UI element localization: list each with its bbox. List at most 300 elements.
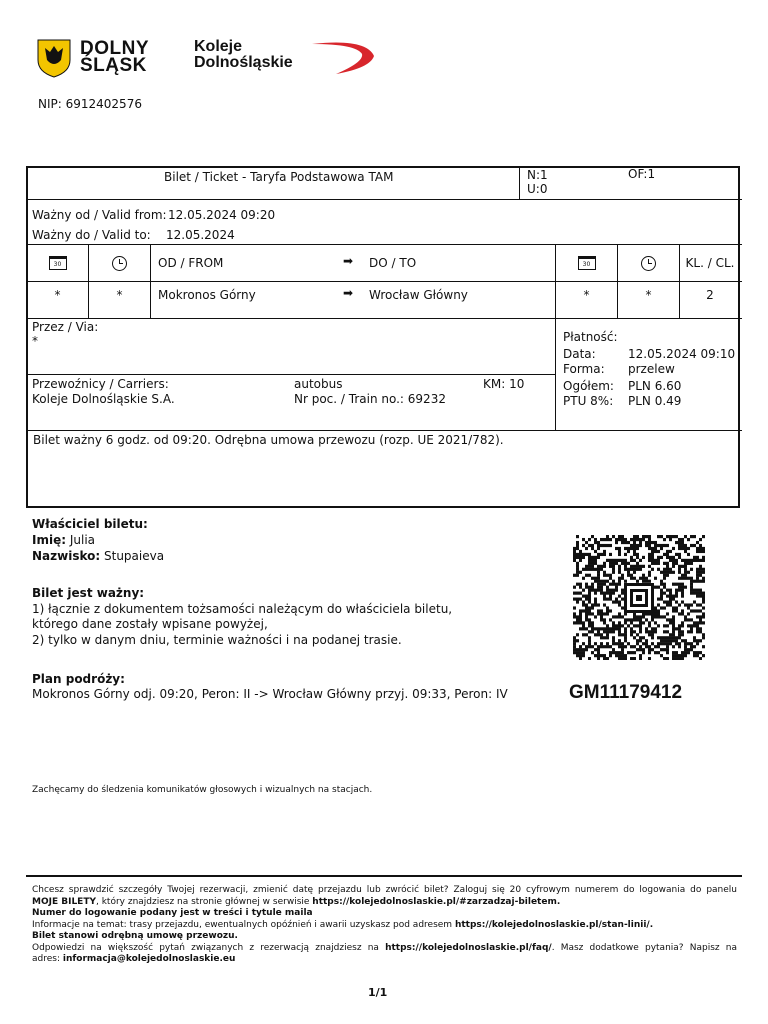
qr-module [663, 544, 666, 547]
qr-module [687, 559, 690, 562]
first-name-label: Imię: [32, 533, 67, 547]
qr-module [648, 556, 651, 559]
qr-module [606, 589, 609, 592]
qr-module [618, 627, 621, 630]
qr-module [678, 630, 681, 633]
qr-module [648, 633, 651, 636]
qr-module [579, 553, 582, 556]
qr-module [675, 553, 678, 556]
qr-module [696, 580, 699, 583]
qr-module [582, 577, 585, 580]
qr-module [615, 538, 618, 541]
owner-heading: Właściciel biletu: [32, 517, 148, 531]
qr-module [573, 559, 576, 562]
qr-module [702, 621, 705, 624]
qr-module [618, 621, 621, 624]
qr-module [573, 639, 576, 642]
qr-module [591, 589, 594, 592]
email-link[interactable]: informacja@kolejedolnoslaskie.eu [62, 954, 236, 964]
qr-module [597, 556, 600, 559]
qr-module [624, 541, 627, 544]
qr-module [606, 538, 609, 541]
calendar-cell-2 [556, 245, 617, 281]
qr-module [573, 648, 576, 651]
qr-module [660, 639, 663, 642]
qr-module [675, 609, 678, 612]
qr-module [669, 603, 672, 606]
nip: NIP: 6912402576 [38, 97, 142, 111]
qr-module [588, 592, 591, 595]
qr-module [609, 538, 612, 541]
qr-module [666, 600, 669, 603]
qr-module [696, 639, 699, 642]
qr-module [576, 600, 579, 603]
qr-module [636, 624, 639, 627]
qr-module [696, 559, 699, 562]
qr-module [660, 535, 663, 538]
qr-module [639, 541, 642, 544]
status-link[interactable]: https://kolejedolnoslaskie.pl/stan-linii/. [454, 919, 654, 930]
qr-module [603, 627, 606, 630]
qr-module [603, 630, 606, 633]
qr-module [690, 577, 693, 580]
qr-module [630, 568, 633, 571]
via-value: * [32, 334, 38, 348]
qr-module [579, 583, 582, 586]
qr-module [588, 595, 591, 598]
qr-module [618, 553, 621, 556]
qr-module [624, 547, 627, 550]
qr-module [624, 618, 627, 621]
qr-module [594, 550, 597, 553]
qr-module [606, 627, 609, 630]
qr-module [696, 568, 699, 571]
qr-module [618, 642, 621, 645]
qr-module [669, 621, 672, 624]
qr-module [684, 642, 687, 645]
qr-module [630, 633, 633, 636]
panel-link[interactable]: https://kolejedolnoslaskie.pl/#zarzadzaj-biletem. [312, 896, 561, 907]
qr-module [684, 535, 687, 538]
qr-module [651, 633, 654, 636]
qr-module [597, 580, 600, 583]
qr-module [666, 645, 669, 648]
qr-module [603, 595, 606, 598]
qr-module [690, 580, 693, 583]
qr-module [621, 577, 624, 580]
qr-module [669, 618, 672, 621]
qr-module [636, 547, 639, 550]
qr-module [597, 583, 600, 586]
qr-module [612, 627, 615, 630]
qr-module [588, 565, 591, 568]
qr-module [672, 606, 675, 609]
qr-module [612, 642, 615, 645]
qr-module [684, 645, 687, 648]
form-label: Forma: [563, 362, 605, 376]
qr-module [624, 633, 627, 636]
last-name-label: Nazwisko: [32, 549, 101, 563]
qr-module [675, 654, 678, 657]
qr-module [594, 589, 597, 592]
qr-module [687, 603, 690, 606]
qr-module [588, 645, 591, 648]
swoosh-icon [306, 38, 378, 78]
qr-module [618, 547, 621, 550]
qr-module [651, 615, 654, 618]
qr-module [627, 642, 630, 645]
qr-module [696, 630, 699, 633]
qr-module [579, 556, 582, 559]
qr-module [672, 633, 675, 636]
qr-module [669, 556, 672, 559]
qr-module [579, 550, 582, 553]
qr-module [621, 592, 624, 595]
qr-module [660, 592, 663, 595]
faq-link[interactable]: https://kolejedolnoslaskie.pl/faq/ [385, 942, 552, 953]
qr-module [669, 550, 672, 553]
qr-module [579, 618, 582, 621]
qr-module [672, 535, 675, 538]
qr-module [606, 580, 609, 583]
from-station: Mokronos Górny [158, 288, 256, 302]
qr-module [606, 535, 609, 538]
qr-module [645, 577, 648, 580]
qr-module [588, 598, 591, 601]
qr-module [678, 553, 681, 556]
qr-module [657, 562, 660, 565]
qr-module [690, 645, 693, 648]
payment-label: Płatność: [563, 330, 618, 344]
qr-module [606, 612, 609, 615]
qr-module [609, 654, 612, 657]
qr-module [603, 550, 606, 553]
qr-module [600, 654, 603, 657]
qr-module [624, 559, 627, 562]
qr-module [684, 615, 687, 618]
qr-module [582, 621, 585, 624]
qr-module [603, 565, 606, 568]
qr-module [624, 627, 627, 630]
qr-module [633, 571, 636, 574]
qr-module [618, 639, 621, 642]
qr-module [594, 568, 597, 571]
qr-module [588, 609, 591, 612]
qr-module [594, 598, 597, 601]
qr-module [582, 654, 585, 657]
qr-module [675, 535, 678, 538]
qr-module [660, 589, 663, 592]
qr-module [633, 657, 636, 660]
qr-module [672, 627, 675, 630]
qr-module [624, 621, 627, 624]
qr-module [681, 612, 684, 615]
qr-module [657, 642, 660, 645]
valid-to-value: 12.05.2024 [166, 228, 235, 242]
qr-module [582, 642, 585, 645]
qr-module [639, 565, 642, 568]
qr-module [684, 651, 687, 654]
qr-module [660, 606, 663, 609]
qr-module [657, 603, 660, 606]
qr-module [684, 565, 687, 568]
qr-module [678, 633, 681, 636]
owner-first [32, 533, 95, 547]
qr-module [588, 559, 591, 562]
qr-module [693, 651, 696, 654]
validity-line1: 1) łącznie z dokumentem tożsamości należącym do właściciela biletu, [32, 602, 453, 616]
qr-module [630, 565, 633, 568]
qr-module [657, 645, 660, 648]
qr-module [606, 642, 609, 645]
qr-module [618, 630, 621, 633]
qr-module [612, 592, 615, 595]
qr-module [648, 541, 651, 544]
qr-module [699, 547, 702, 550]
qr-module [681, 639, 684, 642]
qr-module [663, 657, 666, 660]
qr-module [657, 586, 660, 589]
qr-module [678, 624, 681, 627]
qr-module [699, 595, 702, 598]
qr-module [636, 568, 639, 571]
qr-module [687, 547, 690, 550]
qr-module [585, 553, 588, 556]
qr-module [636, 538, 639, 541]
qr-module [576, 633, 579, 636]
qr-module [657, 612, 660, 615]
qr-module [648, 535, 651, 538]
qr-module [693, 600, 696, 603]
qr-module [597, 544, 600, 547]
qr-module [702, 556, 705, 559]
qr-module [618, 577, 621, 580]
qr-module [696, 589, 699, 592]
qr-module [588, 586, 591, 589]
clock-cell [89, 245, 150, 281]
qr-module [585, 565, 588, 568]
qr-module [597, 627, 600, 630]
qr-module [582, 627, 585, 630]
qr-module [600, 580, 603, 583]
qr-module [591, 645, 594, 648]
qr-module [585, 618, 588, 621]
qr-module [699, 657, 702, 660]
calendar-icon: 30 [49, 256, 67, 270]
qr-module [582, 624, 585, 627]
qr-module [678, 556, 681, 559]
qr-module [675, 639, 678, 642]
footer-p3: Informacje na temat: trasy przejazdu, ewentualnych opóźnień i awarii uzyskasz pod adresem https://kolejedolnoslaskie.pl/stan-linii/. [32, 919, 654, 930]
qr-module [645, 642, 648, 645]
qr-module [696, 550, 699, 553]
qr-module [573, 586, 576, 589]
qr-module [573, 592, 576, 595]
region-logo-line1: DOLNY [80, 38, 149, 59]
n-value: N:1 [527, 168, 548, 182]
qr-module [690, 562, 693, 565]
date-value: 12.05.2024 09:10 [628, 347, 736, 361]
qr-module [609, 592, 612, 595]
qr-module [696, 595, 699, 598]
first-name-value: Julia [69, 533, 96, 547]
qr-module [645, 580, 648, 583]
qr-module [606, 645, 609, 648]
qr-module [648, 651, 651, 654]
qr-module [699, 651, 702, 654]
qr-module [633, 636, 636, 639]
qr-module [699, 627, 702, 630]
qr-module [627, 624, 630, 627]
qr-module [612, 624, 615, 627]
qr-module [594, 633, 597, 636]
via-label: Przez / Via: [32, 320, 99, 334]
qr-module [594, 592, 597, 595]
qr-module [603, 612, 606, 615]
qr-module [687, 642, 690, 645]
qr-module [663, 639, 666, 642]
date-label: Data: [563, 347, 596, 361]
qr-module [573, 556, 576, 559]
qr-module [594, 603, 597, 606]
qr-module [579, 654, 582, 657]
qr-module [627, 562, 630, 565]
qr-module [672, 636, 675, 639]
qr-module [696, 547, 699, 550]
qr-module [660, 595, 663, 598]
qr-module [654, 630, 657, 633]
qr-module [600, 642, 603, 645]
qr-module [597, 577, 600, 580]
qr-module [600, 583, 603, 586]
qr-module [579, 645, 582, 648]
qr-module [606, 574, 609, 577]
qr-module [669, 633, 672, 636]
qr-module [633, 615, 636, 618]
qr-module [606, 657, 609, 660]
qr-module [690, 544, 693, 547]
qr-module [630, 657, 633, 660]
qr-module [693, 544, 696, 547]
qr-module [591, 627, 594, 630]
qr-module [597, 541, 600, 544]
qr-module [690, 627, 693, 630]
qr-module [588, 562, 591, 565]
qr-module [687, 651, 690, 654]
qr-module [606, 606, 609, 609]
qr-module [606, 630, 609, 633]
qr-module [576, 583, 579, 586]
qr-module [684, 550, 687, 553]
qr-module [621, 562, 624, 565]
qr-module [621, 559, 624, 562]
qr-module [591, 621, 594, 624]
qr-module [597, 609, 600, 612]
qr-module [663, 648, 666, 651]
qr-module [624, 580, 627, 583]
qr-module [672, 630, 675, 633]
qr-module [681, 651, 684, 654]
qr-module [672, 565, 675, 568]
qr-module [681, 630, 684, 633]
qr-module [576, 648, 579, 651]
arrow-icon: ➡ [343, 286, 354, 300]
qr-module [669, 639, 672, 642]
qr-module [612, 562, 615, 565]
qr-module [615, 589, 618, 592]
plan-text: Mokronos Górny odj. 09:20, Peron: II -> Wrocław Główny przyj. 09:33, Peron: IV [32, 687, 508, 701]
qr-module [684, 654, 687, 657]
qr-module [654, 541, 657, 544]
footer-p1: Chcesz sprawdzić szczegóły Twojej rezerwacji, zmienić datę przejazdu lub zwrócić bilet? Zaloguj się 20 cyfrowym numerem do logowania do panelu [32, 885, 737, 895]
qr-module [609, 651, 612, 654]
qr-module [624, 568, 627, 571]
qr-module [594, 580, 597, 583]
qr-module [594, 556, 597, 559]
qr-module [678, 541, 681, 544]
qr-module [615, 598, 618, 601]
qr-module [597, 651, 600, 654]
qr-module [600, 565, 603, 568]
qr-module [642, 648, 645, 651]
qr-module [648, 571, 651, 574]
qr-module [576, 565, 579, 568]
qr-module [576, 574, 579, 577]
qr-module [681, 592, 684, 595]
qr-module [609, 565, 612, 568]
qr-module [699, 574, 702, 577]
qr-module [669, 642, 672, 645]
qr-module [594, 654, 597, 657]
qr-module [591, 565, 594, 568]
qr-module [579, 571, 582, 574]
qr-module [576, 547, 579, 550]
qr-module [600, 645, 603, 648]
qr-module [591, 606, 594, 609]
qr-module [576, 556, 579, 559]
qr-module [675, 606, 678, 609]
qr-module [594, 600, 597, 603]
qr-module [666, 550, 669, 553]
qr-module [696, 574, 699, 577]
qr-module [681, 654, 684, 657]
qr-module [579, 598, 582, 601]
qr-module [582, 603, 585, 606]
qr-module [573, 615, 576, 618]
qr-module [654, 627, 657, 630]
qr-module [609, 627, 612, 630]
qr-module [621, 645, 624, 648]
qr-module [585, 595, 588, 598]
arrow-icon: ➡ [343, 254, 354, 268]
qr-module [669, 595, 672, 598]
qr-module [636, 535, 639, 538]
qr-module [621, 657, 624, 660]
qr-module [693, 589, 696, 592]
qr-module [693, 535, 696, 538]
qr-module [603, 580, 606, 583]
from-header: OD / FROM [158, 256, 224, 270]
qr-module [693, 621, 696, 624]
qr-module [597, 633, 600, 636]
qr-module [660, 598, 663, 601]
qr-module [648, 559, 651, 562]
qr-module [696, 556, 699, 559]
qr-module [654, 547, 657, 550]
qr-module [702, 636, 705, 639]
qr-module [645, 544, 648, 547]
qr-module [642, 621, 645, 624]
